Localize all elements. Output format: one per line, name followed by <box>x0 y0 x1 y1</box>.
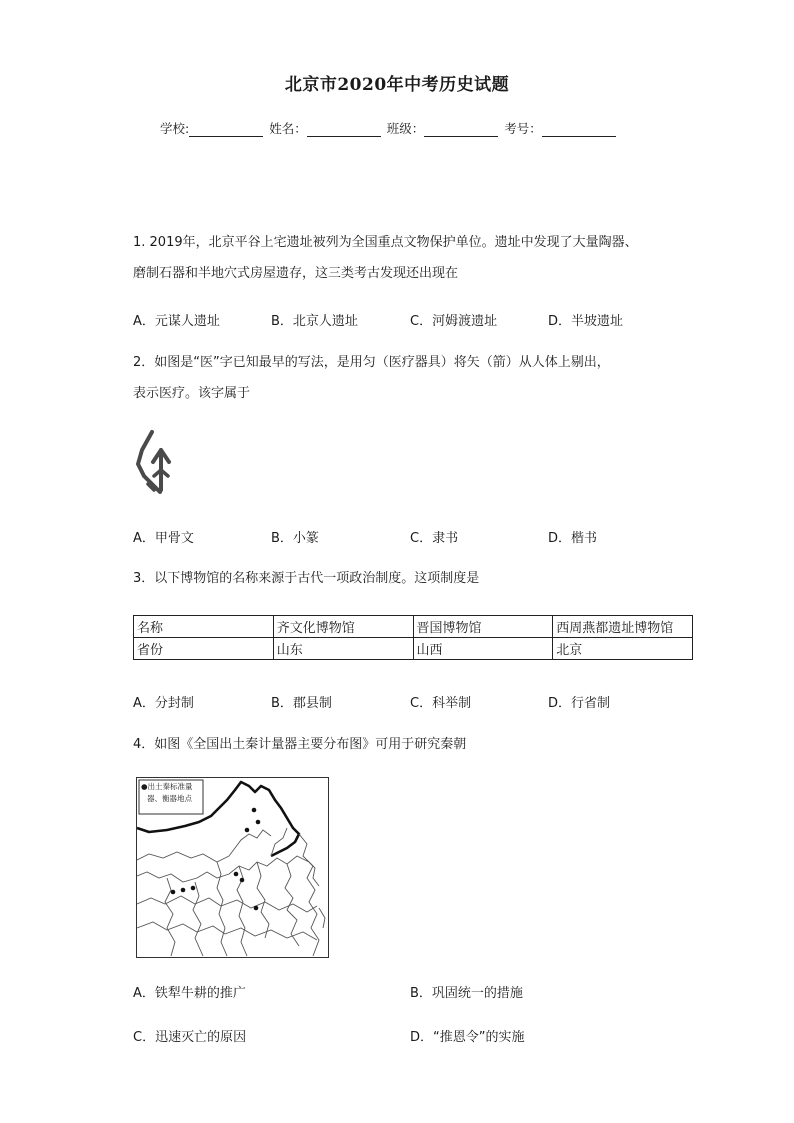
table-cell: 齐文化博物馆 <box>273 616 413 638</box>
q3-option-c[interactable]: C．科举制 <box>410 696 472 711</box>
class-blank[interactable] <box>424 123 498 137</box>
table-row <box>134 616 693 638</box>
table-row <box>134 638 693 660</box>
table-cell: 北京 <box>553 638 693 660</box>
name-label: 姓名： <box>269 121 307 136</box>
exam-number-label: 考号： <box>504 121 542 136</box>
map-legend-line-2: 器、衡器地点 <box>147 794 192 803</box>
school-label: 学校: <box>160 121 190 136</box>
question-4-line-1: 4．如图《全国出土秦计量器主要分布图》可用于研究秦朝 <box>133 737 467 752</box>
q2-option-d[interactable]: D．楷书 <box>548 531 598 546</box>
q3-option-d[interactable]: D．行省制 <box>548 696 611 711</box>
table-cell: 晋国博物馆 <box>413 616 553 638</box>
question-2-line-1: 2．如图是“医”字已知最早的写法，是用匀（医疗器具）将矢（箭）从人体上剔出， <box>133 355 610 370</box>
q2-option-c[interactable]: C．隶书 <box>410 531 459 546</box>
student-info-line <box>160 119 618 137</box>
museum-table <box>133 615 693 660</box>
exam-number-blank[interactable] <box>542 123 616 137</box>
table-cell: 名称 <box>134 616 274 638</box>
question-2-line-2: 表示医疗。该字属于 <box>133 386 251 401</box>
page-title: 北京市2020年中考历史试题 <box>284 75 510 95</box>
q3-option-a[interactable]: A．分封制 <box>133 696 194 711</box>
q1-option-c[interactable]: C．河姆渡遗址 <box>410 314 498 329</box>
q1-option-b[interactable]: B．北京人遗址 <box>271 314 358 329</box>
table-cell: 山东 <box>273 638 413 660</box>
map-legend-line-1: ●出土秦标准量 <box>141 782 193 791</box>
q3-option-b[interactable]: B．郡县制 <box>271 696 332 711</box>
q2-option-a[interactable]: A．甲骨文 <box>133 531 194 546</box>
q4-option-a[interactable]: A．铁犁牛耕的推广 <box>133 986 246 1001</box>
qin-measuring-vessels-map <box>136 777 329 958</box>
table-cell: 山西 <box>413 638 553 660</box>
question-1-line-2: 磨制石器和半地穴式房屋遗存，这三类考古发现还出现在 <box>133 266 459 281</box>
class-label: 班级： <box>386 121 425 136</box>
q4-option-c[interactable]: C．迅速灭亡的原因 <box>133 1030 247 1045</box>
q1-option-d[interactable]: D．半坡遗址 <box>548 314 624 329</box>
name-blank[interactable] <box>307 123 381 137</box>
table-cell: 省份 <box>134 638 274 660</box>
q4-option-d[interactable]: D．“推恩令”的实施 <box>410 1030 525 1045</box>
q4-option-b[interactable]: B．巩固统一的措施 <box>410 986 523 1001</box>
map-legend <box>141 781 193 805</box>
question-1-line-1: 1. 2019年，北京平谷上宅遗址被列为全国重点文物保护单位。遗址中发现了大量陶器、 <box>133 235 638 250</box>
q1-option-a[interactable]: A．元谋人遗址 <box>133 314 220 329</box>
table-cell: 西周燕都遗址博物馆 <box>553 616 693 638</box>
question-3-line-1: 3．以下博物馆的名称来源于古代一项政治制度。这项制度是 <box>133 571 480 586</box>
q2-option-b[interactable]: B．小篆 <box>271 531 319 546</box>
oracle-bone-character-image <box>134 428 178 498</box>
school-blank[interactable] <box>189 123 263 137</box>
